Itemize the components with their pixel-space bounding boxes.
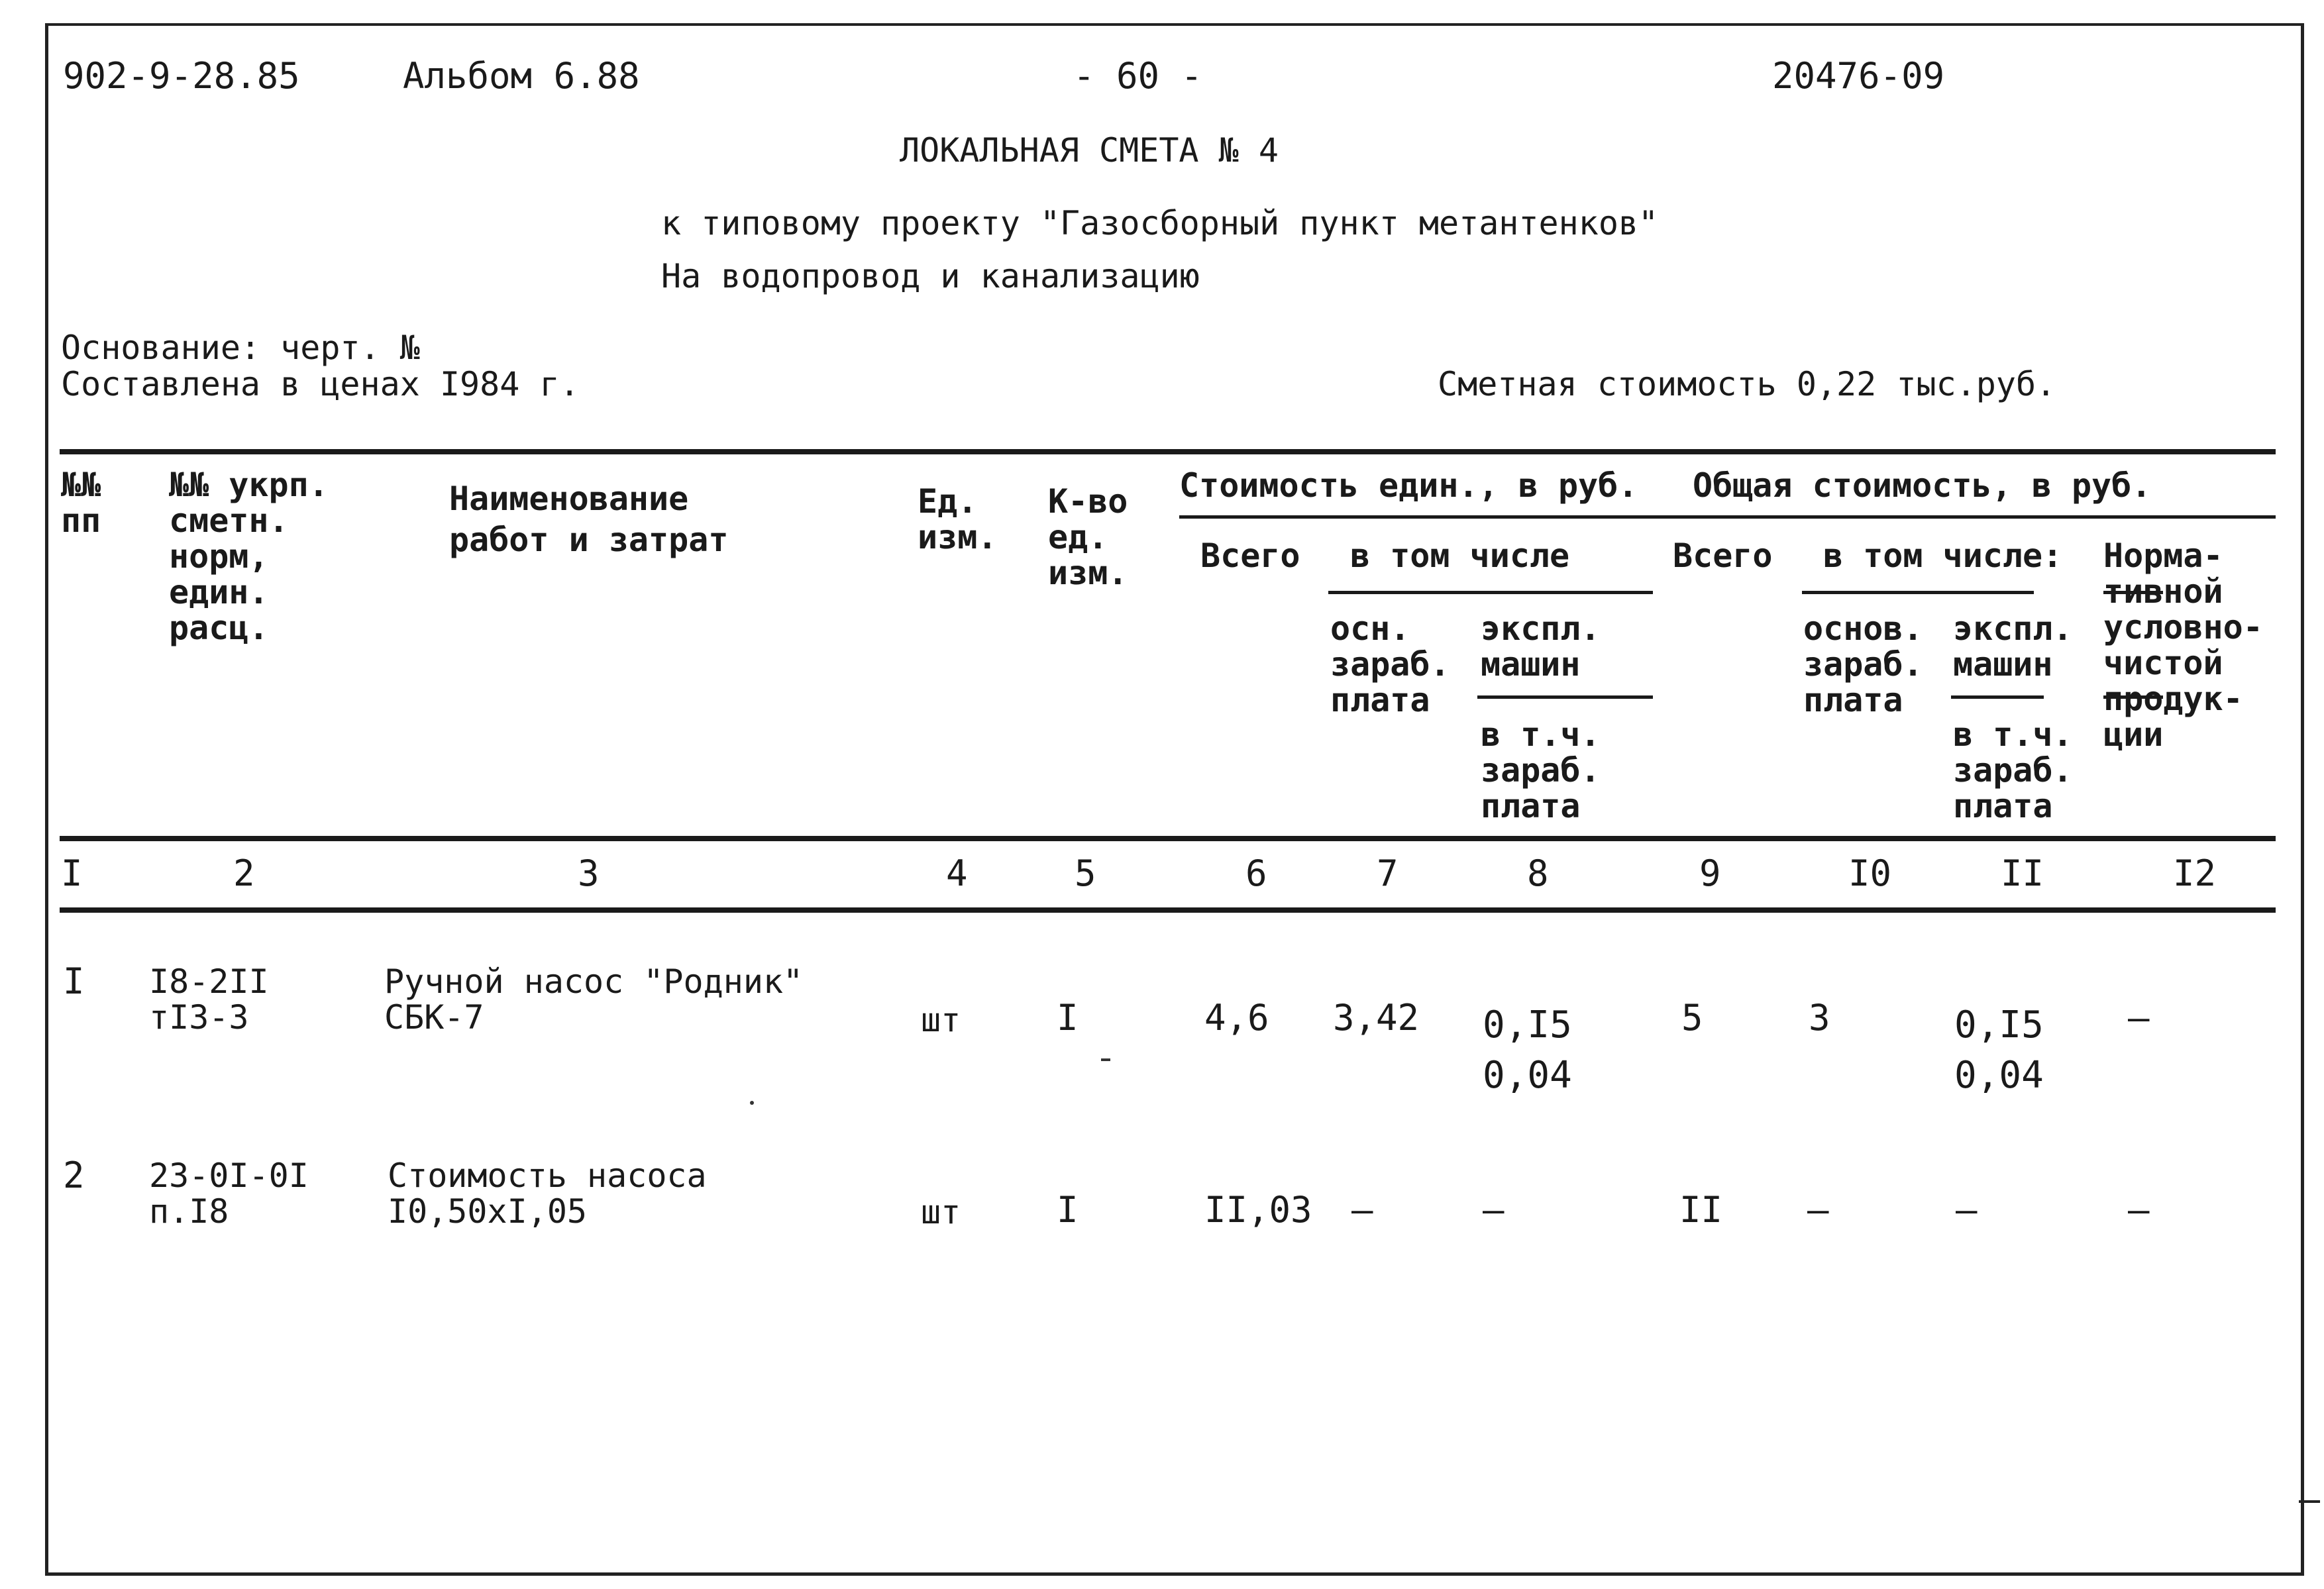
header-normative: Норма- тивной условно- чистой продук- ции xyxy=(2103,537,2263,754)
row-name: Ручной насос "Родник" СБК-7 xyxy=(384,962,804,1037)
header-unit-total: Всего xyxy=(1200,537,1300,575)
row-normative: – xyxy=(2128,1189,2150,1231)
row-total: 5 xyxy=(1681,997,1703,1039)
column-number-1: I xyxy=(61,852,83,894)
column-number-3: 3 xyxy=(578,852,600,894)
header-bottom-rule xyxy=(60,836,2276,841)
unit-incl-rule xyxy=(1328,591,1653,594)
header-unit-machine-wage: в т.ч. зараб. плата xyxy=(1481,715,1601,825)
header-unit-wage: осн. зараб. плата xyxy=(1330,609,1450,719)
row-unit-wage: – xyxy=(1351,1189,1373,1231)
header-total-wage: основ. зараб. плата xyxy=(1803,609,1923,719)
row-unit-total: II,03 xyxy=(1204,1189,1312,1231)
header-unit-cost-group: Стоимость един., в руб. xyxy=(1179,466,1638,505)
total-incl-rule xyxy=(1802,591,2034,594)
scan-mark xyxy=(1101,1058,1110,1061)
row-unit-wage: 3,42 xyxy=(1333,997,1420,1039)
header-unit-machine: экспл. машин xyxy=(1481,609,1601,684)
basis-text: Основание: черт. № xyxy=(61,329,420,367)
row-unit-machine: – xyxy=(1483,1189,1505,1231)
row-norm-code: 23-0I-0I п.I8 xyxy=(149,1156,309,1231)
header-total-total: Всего xyxy=(1673,537,1773,575)
page-number: - 60 - xyxy=(1073,55,1203,97)
document-subtitle-scope: На водопровод и канализацию xyxy=(661,257,1200,295)
column-number-10: I0 xyxy=(1848,852,1892,894)
row-name: Стоимость насоса I0,50хI,05 xyxy=(388,1156,707,1231)
unit-machine-rule xyxy=(1477,695,1653,699)
header-col-qty: К-во ед. изм. xyxy=(1048,482,1128,592)
row-unit: шт xyxy=(921,1193,961,1231)
column-number-8: 8 xyxy=(1527,852,1549,894)
column-number-11: II xyxy=(2001,852,2044,894)
row-total-wage: – xyxy=(1807,1189,1829,1231)
row-quantity: I xyxy=(1057,1189,1079,1231)
row-total: II xyxy=(1679,1189,1723,1231)
header-total-machine-wage: в т.ч. зараб. плата xyxy=(1953,715,2073,825)
row-quantity: I xyxy=(1057,997,1079,1039)
total-machine-rule xyxy=(1951,695,2044,699)
column-number-2: 2 xyxy=(233,852,255,894)
column-numbers-rule xyxy=(60,907,2276,913)
header-col-unit: Ед. изм. xyxy=(918,482,998,556)
document-title: ЛОКАЛЬНАЯ СМЕТА № 4 xyxy=(900,131,1279,170)
column-number-6: 6 xyxy=(1245,852,1267,894)
album-label: Альбом 6.88 xyxy=(403,55,640,97)
edge-mark xyxy=(2299,1500,2320,1503)
row-unit-machine: 0,I5 0,04 xyxy=(1483,1003,1572,1097)
row-total-wage: 3 xyxy=(1809,997,1830,1039)
header-col-name: Наименование работ и затрат xyxy=(449,480,729,559)
row-unit: шт xyxy=(921,1001,961,1039)
header-col-number: №№ пп xyxy=(61,466,101,540)
estimated-cost: Сметная стоимость 0,22 тыс.руб. xyxy=(1438,365,2056,403)
header-total-machine: экспл. машин xyxy=(1953,609,2073,684)
cost-group-rule xyxy=(1179,515,2276,519)
header-total-including: в том числе: xyxy=(1823,537,2063,575)
table-top-rule xyxy=(60,449,2276,454)
prices-text: Составлена в ценах I984 г. xyxy=(61,365,580,403)
row-total-machine: 0,I5 0,04 xyxy=(1954,1003,2044,1097)
row-norm-code: I8-2II тI3-3 xyxy=(149,962,269,1037)
header-unit-including: в том числе xyxy=(1350,537,1570,575)
header-col-norm: №№ укрп. сметн. норм, един. расц. xyxy=(169,466,329,647)
row-total-machine: – xyxy=(1956,1189,1978,1231)
scan-dot xyxy=(750,1101,754,1105)
column-number-5: 5 xyxy=(1075,852,1096,894)
row-normative: – xyxy=(2128,997,2150,1039)
document-subtitle: к типовому проекту "Газосборный пункт метантенков" xyxy=(661,204,1659,242)
project-code: 902-9-28.85 xyxy=(63,55,300,97)
row-number: 2 xyxy=(63,1154,85,1196)
column-number-9: 9 xyxy=(1699,852,1721,894)
column-number-4: 4 xyxy=(946,852,968,894)
row-number: I xyxy=(63,960,85,1002)
column-number-12: I2 xyxy=(2173,852,2217,894)
document-number: 20476-09 xyxy=(1772,55,1945,97)
header-total-cost-group: Общая стоимость, в руб. xyxy=(1693,466,2152,505)
column-number-7: 7 xyxy=(1377,852,1399,894)
row-unit-total: 4,6 xyxy=(1204,997,1269,1039)
